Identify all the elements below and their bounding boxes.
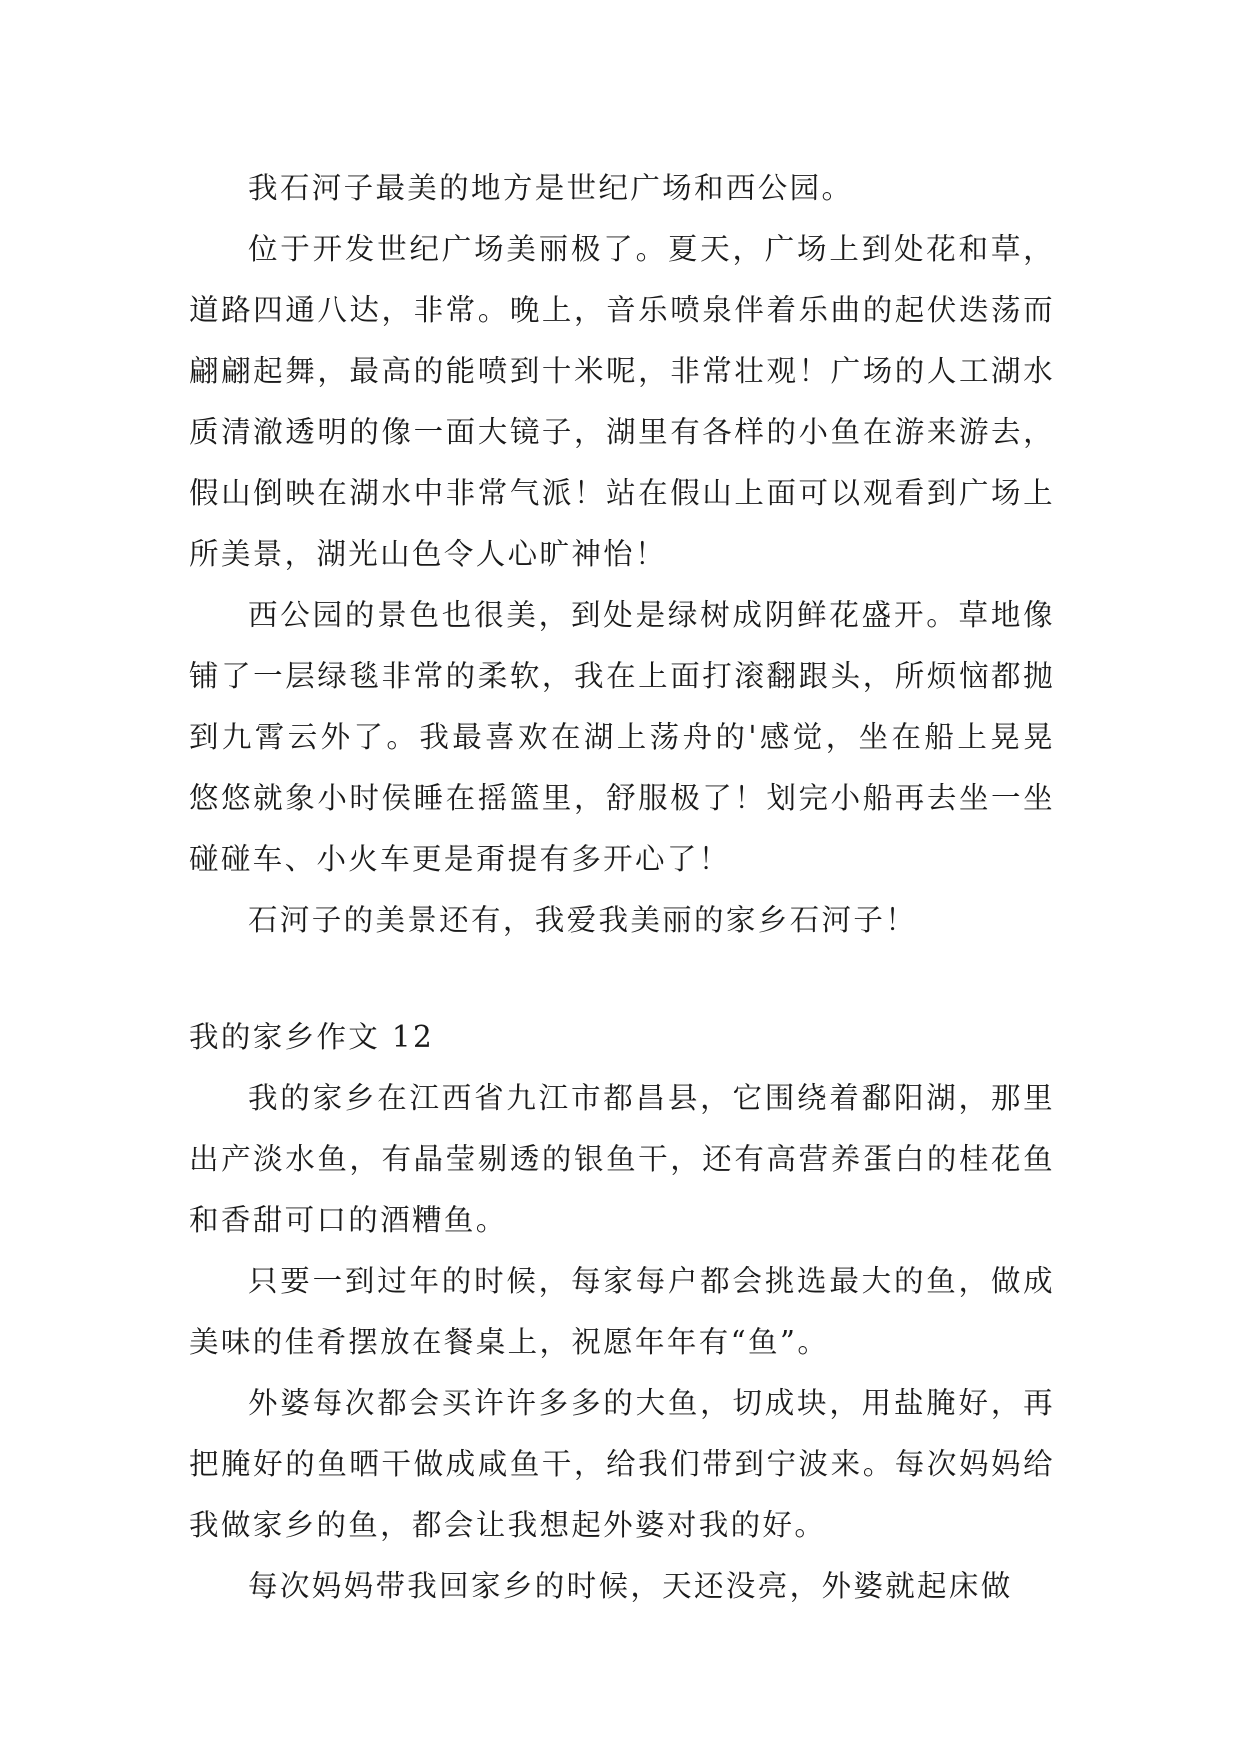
document-page [189,158,1055,1617]
paragraph-conclusion: 石河子的美景还有，我爱我美丽的家乡石河子！ [248,903,918,937]
paragraph-century-square: 位于开发世纪广场美丽极了。夏天，广场上到处花和草，道路四通八达，非常。晚上，音乐喷泉伴着乐曲的起伏迭荡而翩翩起舞，最高的能喷到十米呢，非常壮观！广场的人工湖水质清澈透明的像一面大镜子，湖里有各样的小鱼在游来游去，假山倒映在湖水中非常气派！站在假山上面可以观看到广场上所美景，湖光山色令人心旷神怡！ [189,232,1055,571]
paragraph-grandma: 外婆每次都会买许许多多的大鱼，切成块，用盐腌好，再把腌好的鱼晒干做成咸鱼干，给我们带到宁波来。每次妈妈给我做家乡的鱼，都会让我想起外婆对我的好。 [189,1386,1055,1542]
paragraph-west-park: 西公园的景色也很美，到处是绿树成阴鲜花盛开。草地像铺了一层绿毯非常的柔软，我在上面打滚翻跟头，所烦恼都抛到九霄云外了。我最喜欢在湖上荡舟的'感觉，坐在船上晃晃悠悠就象小时侯睡在摇篮里，舒服极了！划完小船再去坐一坐碰碰车、小火车更是甭提有多开心了！ [189,598,1055,876]
essay-heading: 我的家乡作文 12 [189,1020,435,1054]
paragraph-return-home: 每次妈妈带我回家乡的时候，天还没亮，外婆就起床做 [248,1569,1013,1603]
paragraph-intro: 我石河子最美的地方是世纪广场和西公园。 [248,171,854,205]
paragraph-hometown: 我的家乡在江西省九江市都昌县，它围绕着鄱阳湖，那里出产淡水鱼，有晶莹剔透的银鱼干，还有高营养蛋白的桂花鱼和香甜可口的酒糟鱼。 [189,1081,1055,1237]
paragraph-new-year: 只要一到过年的时候，每家每户都会挑选最大的鱼，做成美味的佳肴摆放在餐桌上，祝愿年年有“鱼”。 [189,1264,1055,1359]
